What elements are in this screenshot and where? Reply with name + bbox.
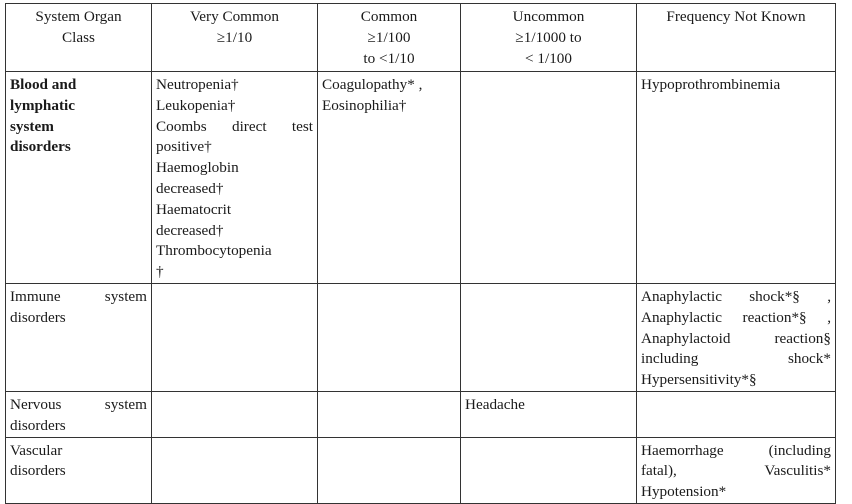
table-row-nervous <box>6 391 836 437</box>
reaction-text: Leukopenia† <box>156 96 236 114</box>
uncommon-cell <box>461 437 637 503</box>
header-text: Class <box>62 28 95 46</box>
soc-text: disorders <box>10 308 66 326</box>
reaction-text: Coombs direct test <box>156 117 313 135</box>
header-text: ≥1/100 <box>367 28 411 46</box>
adverse-reactions-table <box>5 3 836 504</box>
uncommon-cell <box>461 283 637 391</box>
adverse-reactions-table-container <box>5 3 836 504</box>
soc-text: Nervous system <box>10 395 147 413</box>
reaction-text: Hypoprothrombinemia <box>641 76 781 93</box>
not-known-cell <box>637 437 836 503</box>
reaction-text: positive† <box>156 138 212 156</box>
header-text: System Organ <box>35 8 122 25</box>
very-common-cell <box>152 437 318 503</box>
table-row-vascular <box>6 437 836 503</box>
soc-text: disorders <box>10 416 66 434</box>
not-known-cell <box>637 283 836 391</box>
header-text: ≥1/10 <box>216 28 253 46</box>
reaction-text: Haemoglobin <box>156 159 239 177</box>
not-known-cell <box>637 72 836 284</box>
header-uncommon <box>461 4 637 72</box>
header-text: ≥1/1000 to <box>515 28 582 46</box>
reaction-text: Haemorrhage (including <box>641 441 831 459</box>
reaction-text: including shock* <box>641 350 831 368</box>
reaction-text: Thrombocytopenia <box>156 242 272 260</box>
common-cell <box>318 72 461 284</box>
soc-cell <box>6 283 152 391</box>
soc-text: system <box>10 117 54 135</box>
not-known-cell <box>637 391 836 437</box>
very-common-cell <box>152 391 318 437</box>
header-text: Common <box>360 8 418 25</box>
common-cell <box>318 391 461 437</box>
soc-cell <box>6 72 152 284</box>
header-common <box>318 4 461 72</box>
header-very-common <box>152 4 318 72</box>
header-text: < 1/100 <box>525 49 572 67</box>
reaction-text: Haematocrit <box>156 200 232 218</box>
reaction-text: fatal), Vasculitis* <box>641 462 831 480</box>
header-system-organ-class <box>6 4 152 72</box>
reaction-text: Neutropenia† <box>156 76 239 93</box>
soc-text: Vascular <box>10 441 63 459</box>
header-frequency-not-known <box>637 4 836 72</box>
reaction-text: Hypotension* <box>641 483 727 501</box>
header-text: Frequency Not Known <box>666 8 806 25</box>
uncommon-cell <box>461 391 637 437</box>
reaction-text: Anaphylactoid reaction§ <box>641 329 831 347</box>
soc-cell <box>6 437 152 503</box>
soc-text: disorders <box>10 462 66 480</box>
reaction-text: Anaphylactic shock*§ , <box>641 287 831 305</box>
common-cell <box>318 283 461 391</box>
reaction-text: Headache <box>465 395 525 413</box>
header-text: to <1/10 <box>363 49 415 67</box>
reaction-text: † <box>156 263 164 281</box>
reaction-text: decreased† <box>156 221 224 239</box>
header-text: Very Common <box>189 8 279 25</box>
soc-text: disorders <box>10 138 71 156</box>
table-row-immune <box>6 283 836 391</box>
soc-cell <box>6 391 152 437</box>
uncommon-cell <box>461 72 637 284</box>
reaction-text: Anaphylactic reaction*§ , <box>641 308 831 326</box>
soc-text: Immune system <box>10 287 147 305</box>
very-common-cell <box>152 72 318 284</box>
header-row <box>6 4 836 72</box>
common-cell <box>318 437 461 503</box>
very-common-cell <box>152 283 318 391</box>
reaction-text: Coagulopathy* , <box>322 76 423 93</box>
reaction-text: decreased† <box>156 179 224 197</box>
soc-text: Blood and <box>10 76 77 93</box>
reaction-text: Eosinophilia† <box>322 96 407 114</box>
header-text: Uncommon <box>512 8 585 25</box>
table-row-blood-lymphatic <box>6 72 836 284</box>
soc-text: lymphatic <box>10 96 75 114</box>
reaction-text: Hypersensitivity*§ <box>641 371 757 389</box>
